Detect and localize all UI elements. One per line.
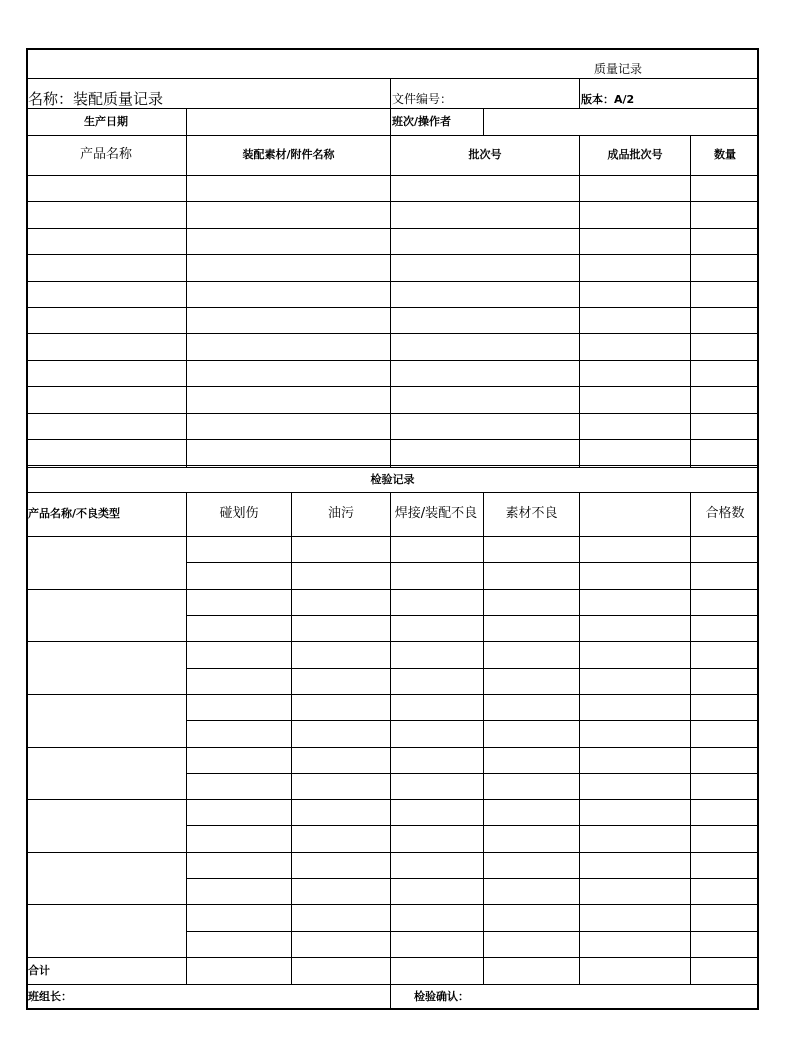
col-blank (580, 493, 690, 535)
grid-hline (186, 615, 758, 616)
grid-hline (186, 931, 758, 932)
grid-hline (26, 799, 758, 800)
grid-hline (26, 694, 758, 695)
inspection-confirm-label: 检验确认： (414, 990, 469, 1004)
grid-hline (26, 175, 758, 176)
grid-vline (186, 492, 187, 985)
grid-vline (757, 48, 759, 1009)
grid-vline (390, 984, 391, 1009)
grid-hline (26, 467, 758, 468)
col-defect-type: 产品名称/不良类型 (28, 506, 121, 520)
grid-vline (690, 135, 691, 468)
col-qualified-count: 合格数 (705, 505, 745, 521)
grid-hline (26, 904, 758, 905)
grid-hline (26, 281, 758, 282)
form-name-label: 名称：装配质量记录 (28, 89, 164, 108)
grid-hline (26, 984, 758, 985)
grid-hline (26, 957, 758, 958)
grid-vline (390, 492, 391, 985)
grid-vline (186, 135, 187, 468)
grid-hline (26, 254, 758, 255)
grid-hline (26, 852, 758, 853)
grid-hline (186, 773, 758, 774)
production-date-field[interactable] (187, 109, 390, 135)
grid-vline (483, 492, 484, 985)
grid-hline (26, 307, 758, 308)
col-product-name: 产品名称 (79, 146, 132, 162)
production-date-label: 生产日期 (84, 114, 128, 128)
grid-vline (483, 108, 484, 136)
grid-hline (26, 333, 758, 334)
col-scratch: 碰划伤 (219, 505, 259, 521)
inspection-title: 检验记录 (370, 472, 415, 486)
grid-vline (390, 135, 391, 468)
total-label: 合计 (28, 963, 50, 977)
grid-hline (26, 536, 758, 537)
grid-vline (579, 135, 580, 468)
quality-record-form (26, 48, 759, 1010)
grid-hline (26, 465, 758, 466)
grid-vline (579, 492, 580, 985)
grid-hline (186, 562, 758, 563)
grid-vline (690, 492, 691, 985)
grid-hline (26, 360, 758, 361)
team-leader-label: 班组长： (28, 990, 72, 1004)
grid-vline (291, 492, 292, 985)
col-quantity: 数量 (714, 147, 736, 161)
grid-hline (186, 825, 758, 826)
grid-hline (26, 641, 758, 642)
grid-hline (26, 492, 758, 493)
grid-hline (26, 228, 758, 229)
grid-vline (579, 78, 580, 109)
grid-hline (186, 720, 758, 721)
grid-hline (26, 439, 758, 440)
grid-vline (26, 48, 28, 1009)
col-material-name: 装配素材/附件名称 (242, 147, 335, 161)
col-oil-stain: 油污 (327, 505, 354, 521)
grid-hline (26, 78, 758, 79)
grid-hline (26, 589, 758, 590)
grid-hline (26, 413, 758, 414)
grid-hline (26, 1008, 759, 1010)
file-number-label: 文件编号： (392, 92, 453, 107)
version-label: 版本：A/2 (581, 92, 635, 106)
grid-hline (186, 878, 758, 879)
grid-hline (26, 48, 759, 50)
doc-type-label: 质量记录 (594, 62, 643, 77)
col-material-defect: 素材不良 (505, 505, 558, 521)
grid-hline (186, 668, 758, 669)
grid-hline (26, 386, 758, 387)
col-weld-assembly-defect: 焊接/装配不良 (394, 505, 478, 521)
grid-hline (26, 747, 758, 748)
grid-hline (26, 135, 758, 136)
col-batch-no: 批次号 (468, 147, 502, 161)
grid-hline (26, 108, 758, 109)
col-finished-batch-no: 成品批次号 (607, 147, 663, 161)
shift-operator-label: 班次/操作者 (392, 114, 452, 128)
grid-hline (26, 201, 758, 202)
shift-operator-field[interactable] (483, 109, 759, 135)
